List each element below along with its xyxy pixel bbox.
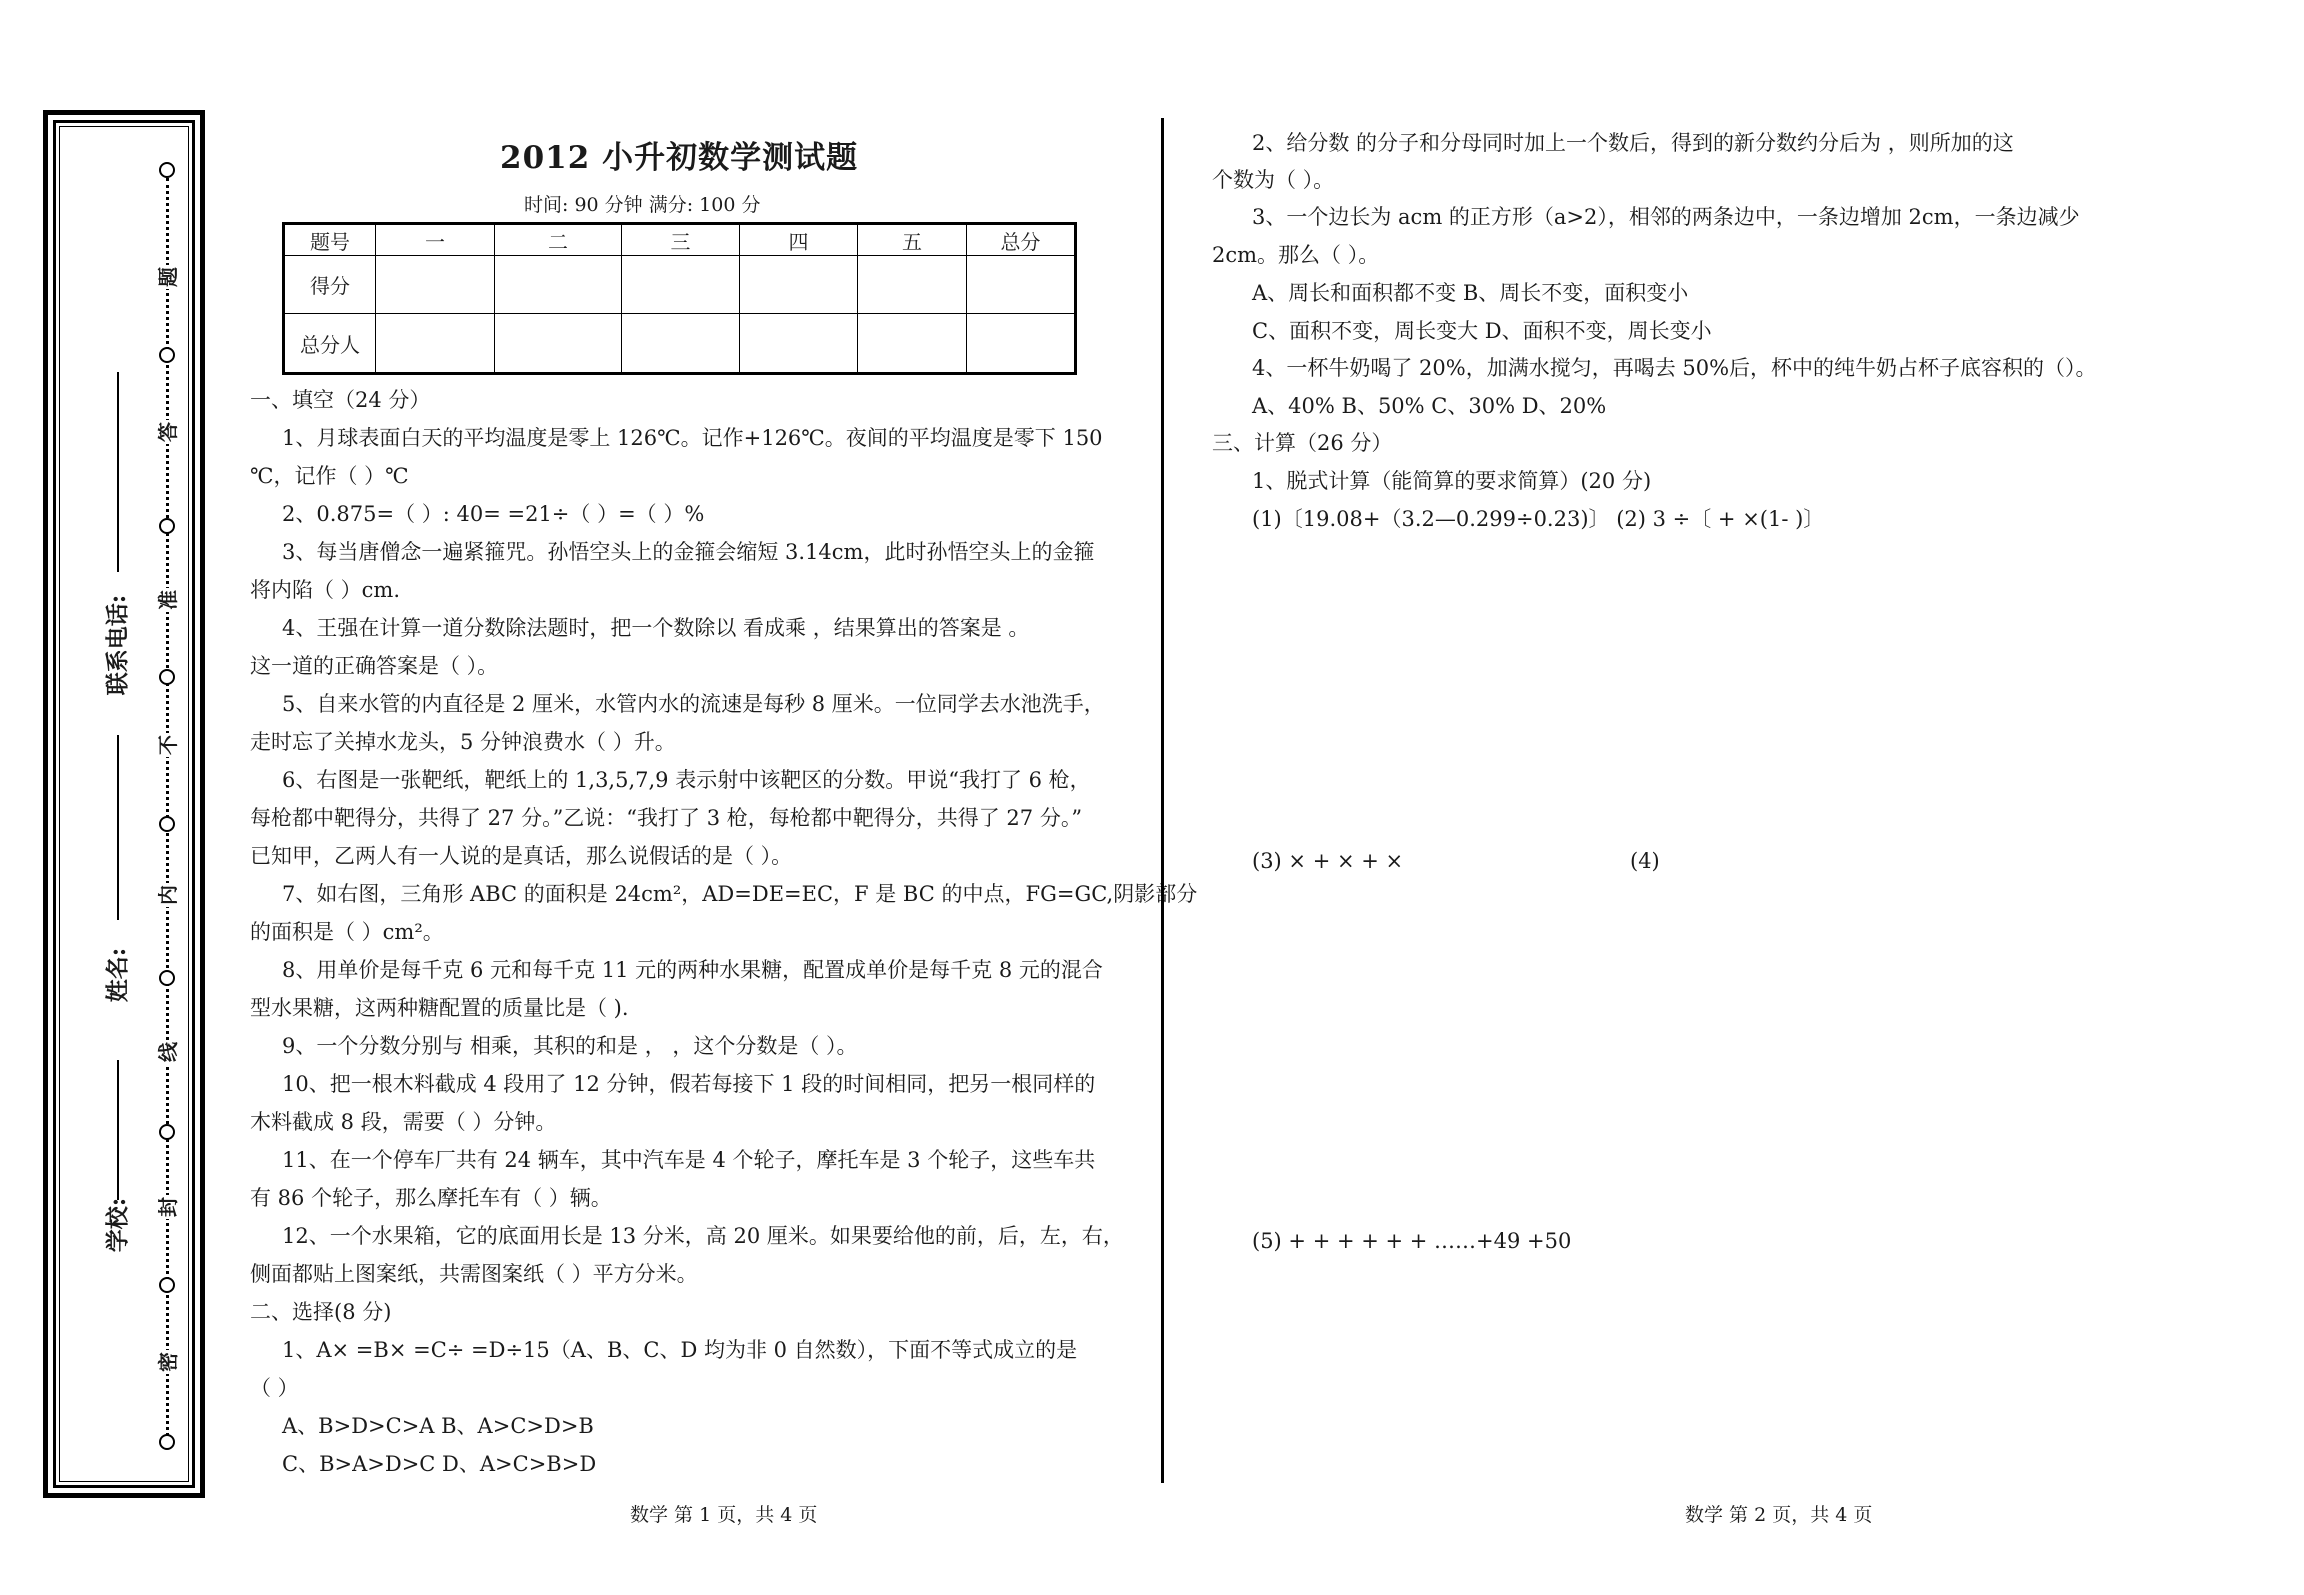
seal-char: 封 (156, 1197, 180, 1217)
seal-circle (159, 162, 175, 178)
score-table-header: 总分 (967, 224, 1076, 256)
question-line: 木料截成 8 段，需要（ ）分钟。 (250, 1110, 557, 1134)
score-table (282, 222, 1077, 375)
score-table-header: 五 (858, 224, 967, 256)
exam-title: 2012 小升初数学测试题 (500, 140, 859, 176)
calc-line: (4) (1630, 849, 1660, 873)
option-line: C、面积不变，周长变大 D、面积不变，周长变小 (1252, 319, 1712, 343)
option-line: A、周长和面积都不变 B、周长不变，面积变小 (1252, 281, 1689, 305)
score-cell[interactable] (740, 256, 858, 314)
question-line: 有 86 个轮子，那么摩托车有（ ）辆。 (250, 1186, 612, 1210)
seal-circle (159, 816, 175, 832)
question-line: 走时忘了关掉水龙头，5 分钟浪费水（ ）升。 (250, 730, 676, 754)
question-line: （ ） (250, 1376, 299, 1400)
calc-line: (3) × + × + × (1252, 849, 1404, 873)
question-line: 侧面都贴上图案纸，共需图案纸（ ）平方分米。 (250, 1262, 698, 1286)
question-line: 型水果糖，这两种糖配置的质量比是（ ). (250, 996, 629, 1020)
question-line: 已知甲，乙两人有一人说的是真话，那么说假话的是（ ）。 (250, 844, 793, 868)
question-line: 8、用单价是每千克 6 元和每千克 11 元的两种水果糖，配置成单价是每千克 8 元的混合 (282, 958, 1103, 982)
question-line: 7、如右图，三角形 ABC 的面积是 24cm²，AD=DE=EC，F 是 BC 的中点，FG=GC,阴影部分 (282, 882, 1198, 906)
seal-char: 密 (156, 1352, 180, 1372)
question-line: 3、每当唐僧念一遍紧箍咒。孙悟空头上的金箍会缩短 3.14cm，此时孙悟空头上的金箍 (282, 540, 1095, 564)
score-row-label: 得分 (284, 256, 376, 314)
seal-char: 准 (156, 590, 180, 610)
score-row-label: 总分人 (284, 314, 376, 374)
seal-circle (159, 347, 175, 363)
seal-circle (159, 518, 175, 534)
score-cell[interactable] (622, 314, 740, 374)
question-line: 的面积是（ ）cm²。 (250, 920, 444, 944)
page-divider (1161, 118, 1164, 1483)
question-line: 5、自来水管的内直径是 2 厘米，水管内水的流速是每秒 8 厘米。一位同学去水池洗手， (282, 692, 1105, 716)
seal-char: 题 (156, 267, 180, 287)
score-cell[interactable] (495, 256, 622, 314)
seal-line (166, 178, 169, 1436)
question-line: 10、把一根木料截成 4 段用了 12 分钟，假若每接下 1 段的时间相同，把另一根同样的 (282, 1072, 1096, 1096)
option-line: C、B>A>D>C D、A>C>B>D (282, 1452, 597, 1476)
question-line: 1、月球表面白天的平均温度是零上 126℃。记作+126℃。夜间的平均温度是零下 150 (282, 426, 1103, 450)
question-line: 12、一个水果箱，它的底面用长是 13 分米，高 20 厘米。如果要给他的前，后，左，右， (282, 1224, 1124, 1248)
score-cell[interactable] (858, 314, 967, 374)
page-footer-left: 数学 第 1 页，共 4 页 (630, 1504, 818, 1526)
question-line: 将内陷（ ）cm. (250, 578, 401, 602)
score-cell[interactable] (967, 256, 1076, 314)
score-cell[interactable] (858, 256, 967, 314)
question-line: 1、A× =B× =C÷ =D÷15（A、B、C、D 均为非 0 自然数），下面不等式成立的是 (282, 1338, 1078, 1362)
score-cell[interactable] (495, 314, 622, 374)
calc-line: (5) + + + + + + ……+49 +50 (1252, 1229, 1572, 1253)
seal-circle (159, 1277, 175, 1293)
seal-char: 不 (156, 735, 180, 755)
question-line: 4、一杯牛奶喝了 20%，加满水搅匀，再喝去 50%后，杯中的纯牛奶占杯子底容积的（）。 (1252, 356, 2097, 380)
question-line: 1、脱式计算（能简算的要求简算）(20 分) (1252, 469, 1652, 493)
question-line: ℃，记作（ ）℃ (250, 464, 409, 488)
seal-circle (159, 1434, 175, 1450)
question-line: 这一道的正确答案是（ ）。 (250, 654, 499, 678)
question-line: 11、在一个停车厂共有 24 辆车，其中汽车是 4 个轮子，摩托车是 3 个轮子，这些车共 (282, 1148, 1096, 1172)
question-line: 每枪都中靶得分，共得了 27 分。”乙说：“我打了 3 枪，每枪都中靶得分，共得了 27 分。” (250, 806, 1083, 830)
calc-line: (1)〔19.08+（3.2—0.299÷0.23)〕 (2) 3 ÷〔 + ×(1- )〕 (1252, 507, 1825, 531)
name-underline (117, 735, 119, 920)
score-cell[interactable] (740, 314, 858, 374)
section-heading: 三、计算（26 分） (1212, 431, 1393, 455)
score-table-header: 题号 (284, 224, 376, 256)
score-table-header: 二 (495, 224, 622, 256)
score-table-header: 一 (376, 224, 495, 256)
question-line: 个数为（ ）。 (1212, 168, 1335, 192)
section-heading: 一、填空（24 分） (250, 388, 431, 412)
question-line: 4、王强在计算一道分数除法题时，把一个数除以 看成乘 ，结果算出的答案是 。 (282, 616, 1030, 640)
question-line: 2、给分数 的分子和分母同时加上一个数后，得到的新分数约分后为 ，则所加的这 (1252, 131, 2014, 155)
section-heading: 二、选择(8 分) (250, 1300, 392, 1324)
question-line: 2cm。那么（ ）。 (1212, 243, 1380, 267)
question-line: 6、右图是一张靶纸，靶纸上的 1,3,5,7,9 表示射中该靶区的分数。甲说“我打了 6 枪， (282, 768, 1091, 792)
seal-char: 答 (156, 422, 180, 442)
seal-circle (159, 970, 175, 986)
option-line: A、B>D>C>A B、A>C>D>B (282, 1414, 594, 1438)
question-line: 9、一个分数分别与 相乘，其积的和是 ， ，这个分数是（ ）。 (282, 1034, 858, 1058)
score-cell[interactable] (622, 256, 740, 314)
phone-label: 联系电话: (104, 594, 131, 696)
score-cell[interactable] (376, 256, 495, 314)
seal-circle (159, 1124, 175, 1140)
score-table-header: 三 (622, 224, 740, 256)
exam-subtitle: 时间: 90 分钟 满分: 100 分 (524, 194, 761, 216)
question-line: 2、0.875=（ ）: 40= =21÷（ ）=（ ）% (282, 502, 705, 526)
seal-char: 内 (156, 885, 180, 905)
option-line: A、40% B、50% C、30% D、20% (1252, 394, 1607, 418)
phone-underline (117, 372, 119, 572)
seal-circle (159, 669, 175, 685)
score-cell[interactable] (376, 314, 495, 374)
question-line: 3、一个边长为 acm 的正方形（a>2），相邻的两条边中，一条边增加 2cm，一条边减少 (1252, 205, 2080, 229)
name-label: 姓名: (104, 947, 131, 1003)
page-footer-right: 数学 第 2 页，共 4 页 (1685, 1504, 1873, 1526)
seal-char: 线 (156, 1042, 180, 1062)
school-label: 学校: (104, 1197, 131, 1253)
score-cell[interactable] (967, 314, 1076, 374)
score-table-header: 四 (740, 224, 858, 256)
